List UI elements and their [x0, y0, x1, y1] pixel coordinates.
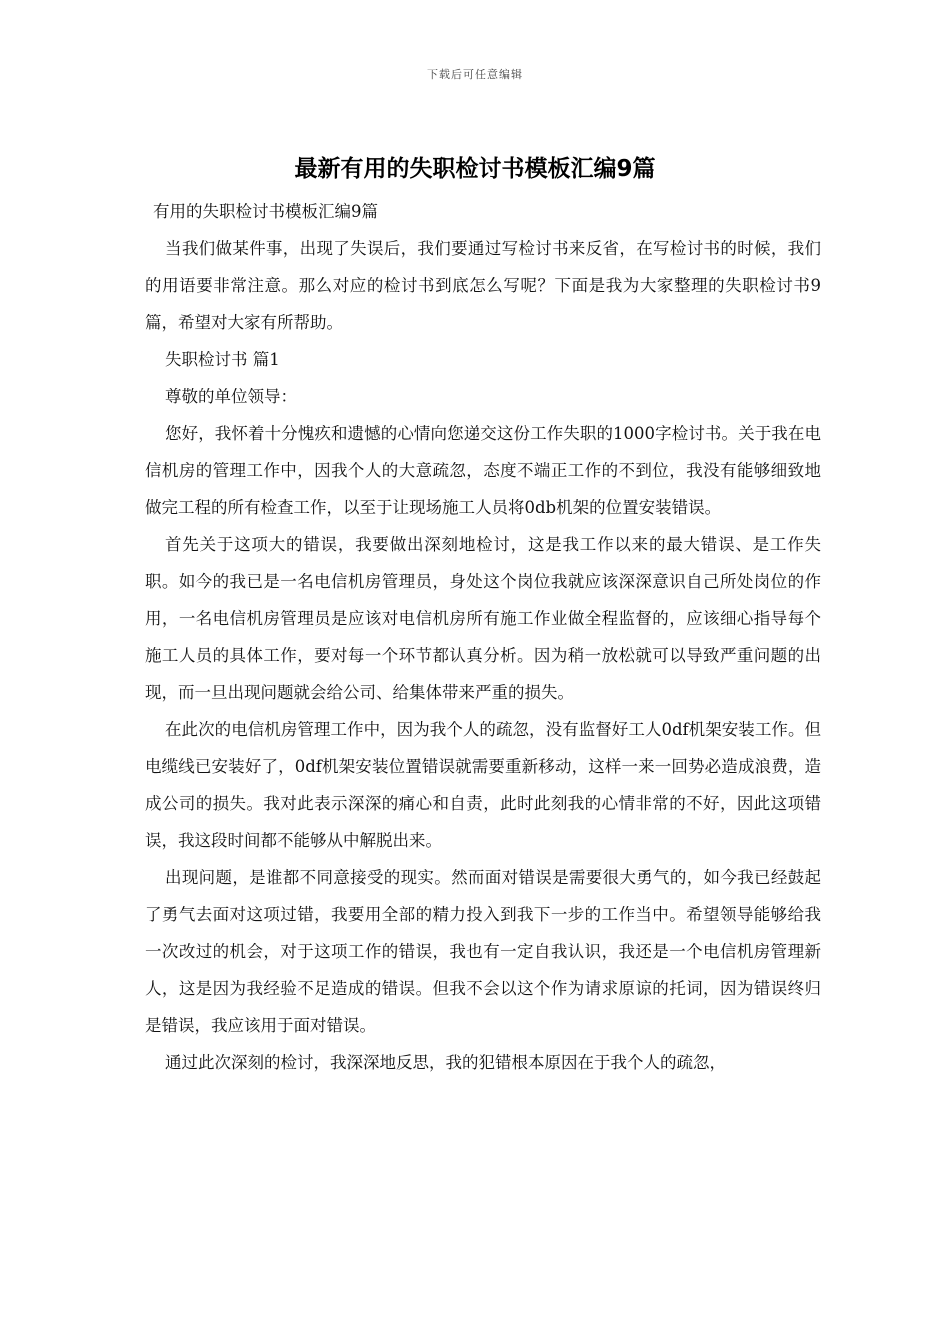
document-body [145, 193, 821, 1081]
body-paragraph: 首先关于这项大的错误，我要做出深刻地检讨，这是我工作以来的最大错误、是工作失职。如今的我已是一名电信机房管理员，身处这个岗位我就应该深深意识自己所处岗位的作用，一名电信机房管理员是应该对电信机房所有施工作业做全程监督的，应该细心指导每个施工人员的具体工作，要对每一个环节都认真分析。因为稍一放松就可以导致严重问题的出现，而一旦出现问题就会给公司、给集体带来严重的损失。 [145, 535, 821, 702]
salutation: 尊敬的单位领导： [165, 387, 297, 406]
body-paragraph: 通过此次深刻的检讨，我深深地反思，我的犯错根本原因在于我个人的疏忽， [165, 1053, 726, 1072]
section-heading: 失职检讨书 篇1 [165, 350, 280, 369]
body-paragraph: 出现问题，是谁都不同意接受的现实。然而面对错误是需要很大勇气的，如今我已经鼓起了勇气去面对这项过错，我要用全部的精力投入到我下一步的工作当中。希望领导能够给我一次改过的机会，对于这项工作的错误，我也有一定自我认识，我还是一个电信机房管理新人，这是因为我经验不足造成的错误。但我不会以这个作为请求原谅的托词，因为错误终归是错误，我应该用于面对错误。 [145, 868, 821, 1035]
intro-paragraph: 当我们做某件事，出现了失误后，我们要通过写检讨书来反省，在写检讨书的时候，我们的用语要非常注意。那么对应的检讨书到底怎么写呢？下面是我为大家整理的失职检讨书9篇，希望对大家有所帮助。 [145, 239, 821, 332]
document-title: 最新有用的失职检讨书模板汇编9篇 [294, 156, 656, 182]
header-note: 下载后可任意编辑 [427, 68, 523, 81]
body-paragraph: 在此次的电信机房管理工作中，因为我个人的疏忽，没有监督好工人0df机架安装工作。但电缆线已安装好了，0df机架安装位置错误就需要重新移动，这样一来一回势必造成浪费，造成公司的损失。我对此表示深深的痛心和自责，此时此刻我的心情非常的不好，因此这项错误，我这段时间都不能够从中解脱出来。 [145, 720, 821, 850]
body-paragraph: 您好，我怀着十分愧疚和遗憾的心情向您递交这份工作失职的1000字检讨书。关于我在电信机房的管理工作中，因我个人的大意疏忽，态度不端正工作的不到位，我没有能够细致地做完工程的所有检查工作，以至于让现场施工人员将0db机架的位置安装错误。 [145, 424, 821, 517]
document-subtitle: 有用的失职检讨书模板汇编9篇 [153, 202, 378, 221]
